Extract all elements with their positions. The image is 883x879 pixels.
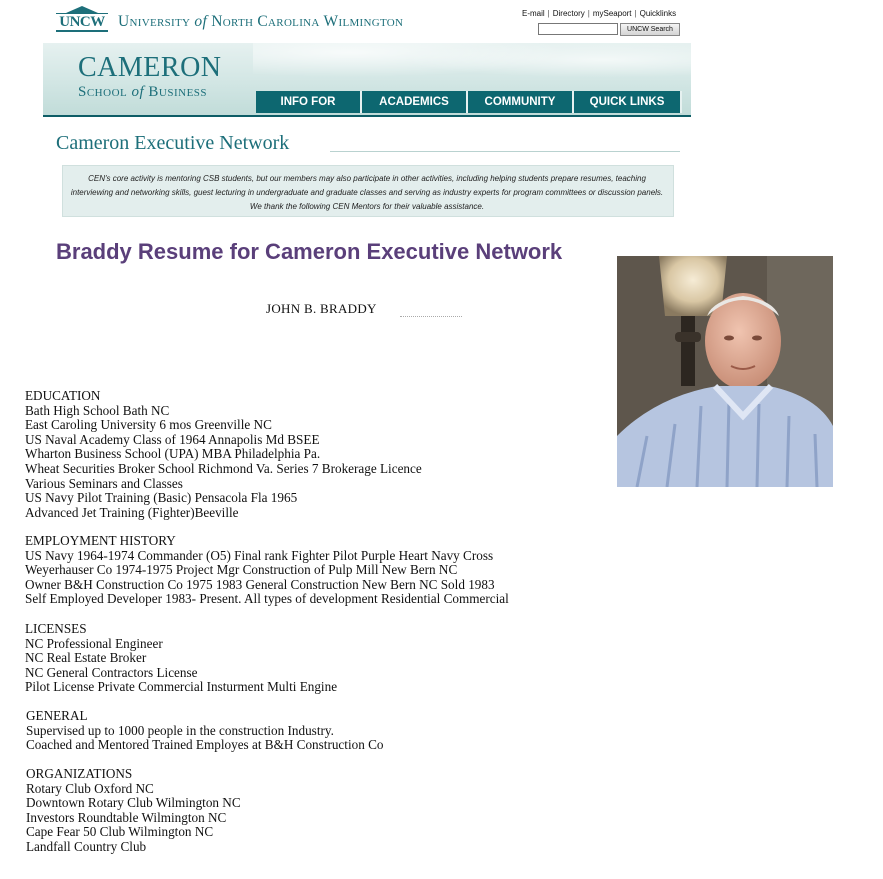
education-line: US Naval Academy Class of 1964 Annapolis Md BSEE bbox=[25, 431, 320, 447]
search-input[interactable] bbox=[538, 23, 618, 35]
uncw-search-button[interactable]: UNCW Search bbox=[620, 23, 680, 36]
intro-text: CEN's core activity is mentoring CSB students, but our members may also participate in other activities, including helping students prepare resumes, teaching interviewing and networking skills, guest lecturing in undergraduate and graduate classes and serving as industry experts for program committees or discussion panels. We thank the following CEN Mentors for their valuable assistance. bbox=[70, 174, 664, 211]
organization-line: Cape Fear 50 Club Wilmington NC bbox=[26, 824, 214, 840]
licenses-section bbox=[25, 622, 337, 695]
subtitle-suffix: Business bbox=[144, 84, 208, 100]
directory-link[interactable]: Directory bbox=[552, 9, 585, 18]
education-line: Wharton Business School (UPA) MBA Philadelphia Pa. bbox=[25, 446, 321, 462]
general-line: Supervised up to 1000 people in the construction Industry. bbox=[26, 722, 334, 738]
section-heading: Cameron Executive Network bbox=[56, 132, 290, 154]
employment-line: Owner B&H Construction Co 1975 1983 General Construction New Bern NC Sold 1983 bbox=[25, 576, 495, 592]
top-links: E-mail | Directory | mySeaport | Quicklinks bbox=[522, 9, 677, 18]
education-line: Bath High School Bath NC bbox=[25, 402, 170, 418]
portrait-photo bbox=[617, 256, 833, 487]
nav-tab-community[interactable]: COMMUNITY bbox=[468, 91, 574, 113]
organizations-heading: ORGANIZATIONS bbox=[26, 766, 133, 781]
resume-name: JOHN B. BRADDY bbox=[266, 301, 377, 316]
subtitle-of: of bbox=[131, 84, 145, 100]
nav-tab-academics[interactable]: ACADEMICS bbox=[362, 91, 468, 113]
page-title: Braddy Resume for Cameron Executive Network bbox=[56, 239, 563, 264]
uncw-logo[interactable] bbox=[56, 6, 108, 32]
logo-text: UNCW bbox=[56, 13, 108, 32]
university-name-suffix: North Carolina Wilmington bbox=[207, 13, 404, 30]
university-name[interactable] bbox=[118, 13, 403, 31]
employment-line: US Navy 1964-1974 Commander (O5) Final rank Fighter Pilot Purple Heart Navy Cross bbox=[25, 547, 494, 563]
education-section bbox=[25, 389, 422, 520]
employment-line: Self Employed Developer 1983- Present. All types of development Residential Commercial bbox=[25, 591, 509, 607]
employment-heading: EMPLOYMENT HISTORY bbox=[25, 533, 176, 548]
general-section bbox=[26, 709, 384, 753]
quicklinks-link[interactable]: Quicklinks bbox=[639, 9, 677, 18]
education-line: US Navy Pilot Training (Basic) Pensacola Fla 1965 bbox=[25, 490, 298, 506]
license-line: Pilot License Private Commercial Insturment Multi Engine bbox=[25, 679, 338, 695]
license-line: NC Real Estate Broker bbox=[25, 650, 147, 666]
education-line: East Caroling University 6 mos Greenville NC bbox=[25, 417, 272, 433]
university-name-prefix: University bbox=[118, 13, 195, 30]
licenses-heading: LICENSES bbox=[25, 621, 87, 636]
organizations-section bbox=[26, 767, 241, 855]
license-line: NC Professional Engineer bbox=[25, 635, 163, 651]
general-heading: GENERAL bbox=[26, 708, 88, 723]
logo-roof-shape bbox=[66, 6, 98, 13]
nav-tab-quick-links[interactable]: QUICK LINKS bbox=[574, 91, 682, 113]
section-divider bbox=[330, 151, 680, 152]
employment-section bbox=[25, 534, 509, 607]
email-link[interactable]: E-mail bbox=[522, 9, 545, 18]
banner-decorative-image bbox=[253, 43, 691, 91]
cameron-subtitle[interactable] bbox=[78, 84, 207, 101]
education-line: Advanced Jet Training (Fighter)Beeville bbox=[25, 504, 239, 520]
name-underline bbox=[400, 316, 462, 317]
education-line: Various Seminars and Classes bbox=[25, 475, 183, 491]
organization-line: Landfall Country Club bbox=[26, 838, 147, 854]
subtitle-prefix: School bbox=[78, 84, 132, 100]
education-heading: EDUCATION bbox=[25, 388, 101, 403]
organization-line: Downtown Rotary Club Wilmington NC bbox=[26, 795, 241, 811]
general-line: Coached and Mentored Trained Employes at B&H Construction Co bbox=[26, 737, 384, 753]
organization-line: Rotary Club Oxford NC bbox=[26, 780, 154, 796]
license-line: NC General Contractors License bbox=[25, 664, 198, 680]
nav-tab-info-for[interactable]: INFO FOR bbox=[256, 91, 362, 113]
education-line: Wheat Securities Broker School Richmond Va. Series 7 Brokerage Licence bbox=[25, 460, 422, 476]
myseaport-link[interactable]: mySeaport bbox=[592, 9, 632, 18]
portrait-illustration bbox=[617, 256, 833, 487]
cameron-title[interactable]: CAMERON bbox=[78, 52, 222, 83]
organization-line: Investors Roundtable Wilmington NC bbox=[26, 809, 227, 825]
university-name-of: of bbox=[194, 13, 208, 30]
employment-line: Weyerhauser Co 1974-1975 Project Mgr Construction of Pulp Mill New Bern NC bbox=[25, 562, 458, 578]
